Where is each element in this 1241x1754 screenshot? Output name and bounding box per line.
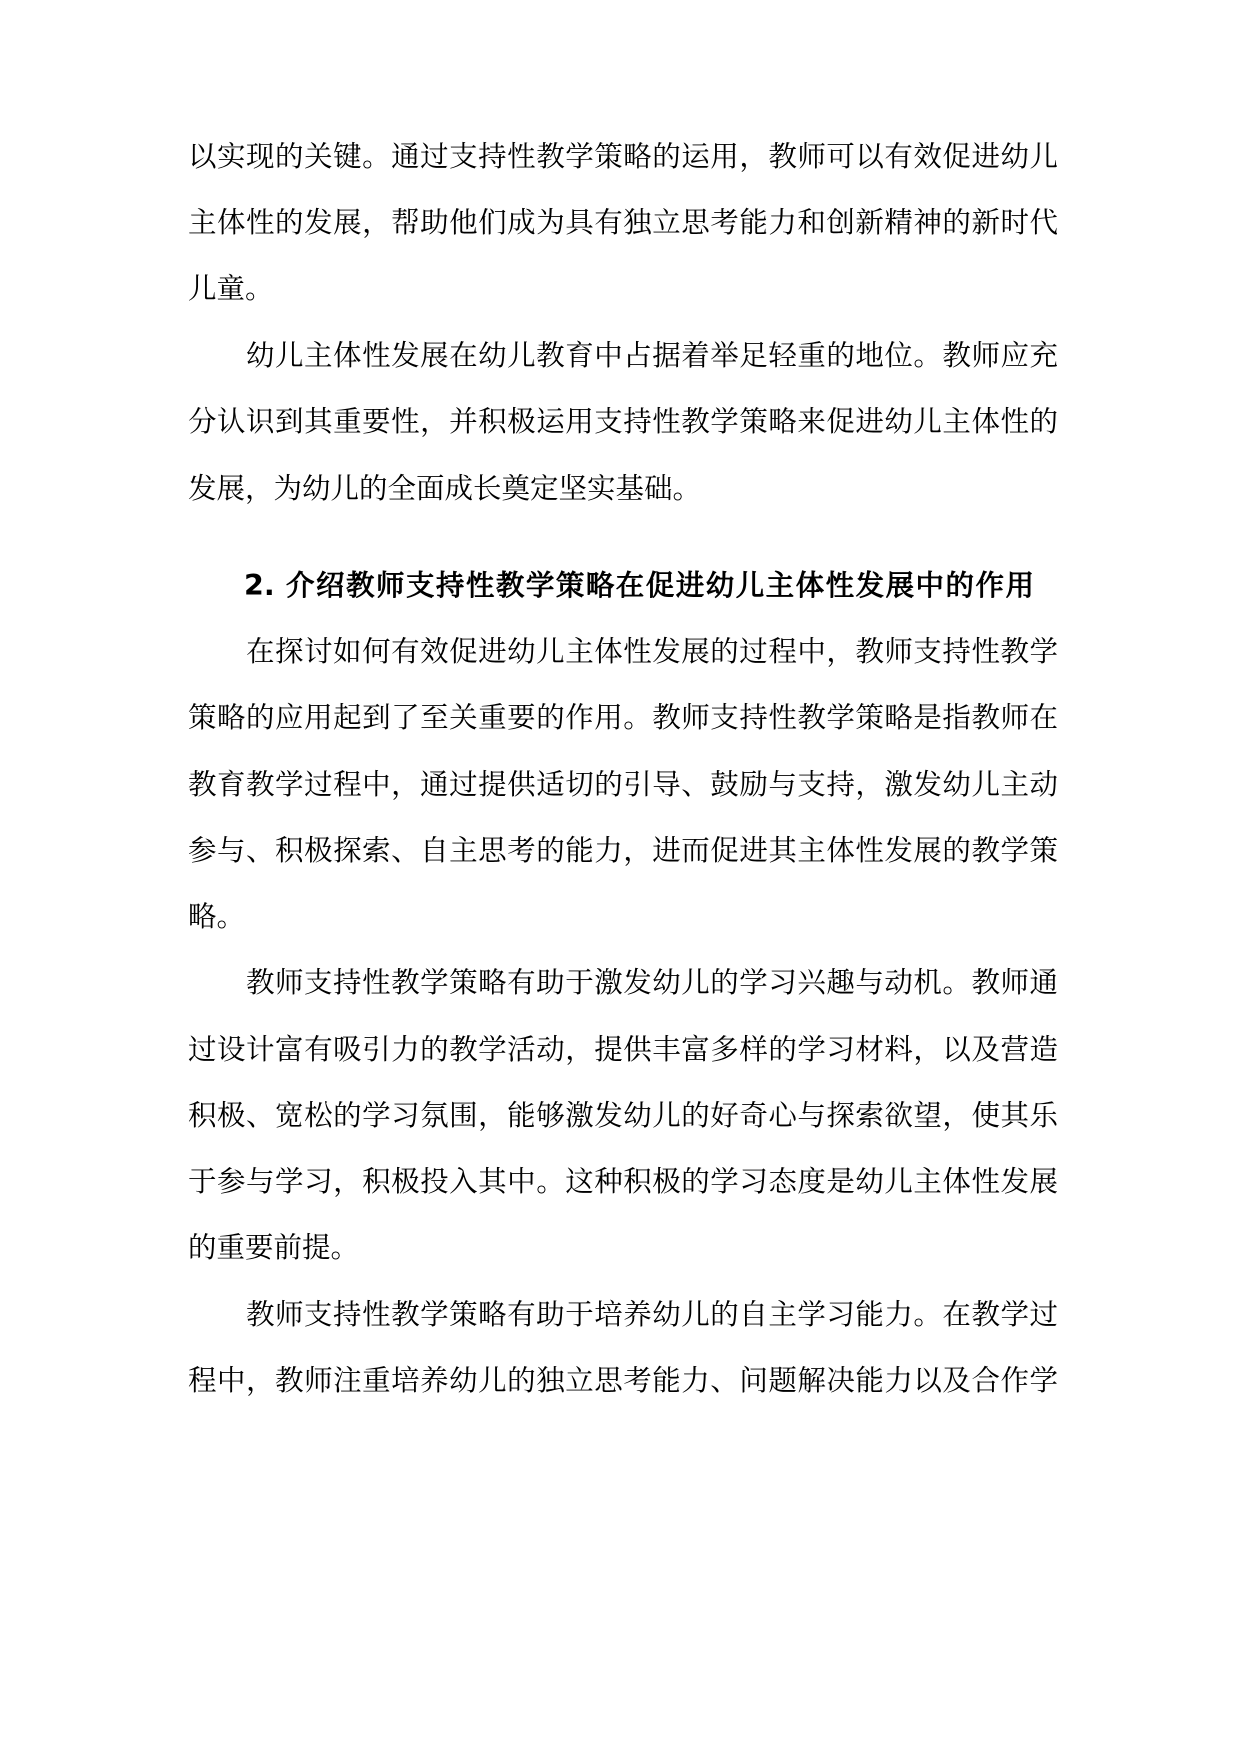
section-heading: 2. 介绍教师支持性教学策略在促进幼儿主体性发展中的作用 — [244, 569, 1034, 602]
section-paragraph-3-line-1: 教师支持性教学策略有助于培养幼儿的自主学习能力。在教学过 — [246, 1298, 1058, 1331]
section-paragraph-1-line-1: 在探讨如何有效促进幼儿主体性发展的过程中，教师支持性教学 — [246, 635, 1058, 668]
section-paragraph-2-line-3: 积极、宽松的学习氛围，能够激发幼儿的好奇心与探索欲望，使其乐 — [188, 1099, 1058, 1132]
section-paragraph-2-line-2: 过设计富有吸引力的教学活动，提供丰富多样的学习材料，以及营造 — [188, 1033, 1058, 1066]
paragraph-2-line-1: 幼儿主体性发展在幼儿教育中占据着举足轻重的地位。教师应充 — [246, 339, 1058, 372]
section-paragraph-1-line-4: 参与、积极探索、自主思考的能力，进而促进其主体性发展的教学策 — [188, 834, 1058, 867]
paragraph-2-line-3: 发展，为幼儿的全面成长奠定坚实基础。 — [188, 472, 702, 505]
paragraph-1-line-1: 以实现的关键。通过支持性教学策略的运用，教师可以有效促进幼儿 — [188, 140, 1058, 173]
section-paragraph-2-line-1: 教师支持性教学策略有助于激发幼儿的学习兴趣与动机。教师通 — [246, 966, 1058, 999]
section-paragraph-1-line-2: 策略的应用起到了至关重要的作用。教师支持性教学策略是指教师在 — [188, 701, 1058, 734]
paragraph-1-line-2: 主体性的发展，帮助他们成为具有独立思考能力和创新精神的新时代 — [188, 206, 1058, 239]
section-paragraph-3-line-2: 程中，教师注重培养幼儿的独立思考能力、问题解决能力以及合作学 — [188, 1364, 1058, 1397]
section-paragraph-2-line-5: 的重要前提。 — [188, 1231, 360, 1264]
section-paragraph-1-line-3: 教育教学过程中，通过提供适切的引导、鼓励与支持，激发幼儿主动 — [188, 768, 1058, 801]
section-paragraph-2-line-4: 于参与学习，积极投入其中。这种积极的学习态度是幼儿主体性发展 — [188, 1165, 1058, 1198]
paragraph-2-line-2: 分认识到其重要性，并积极运用支持性教学策略来促进幼儿主体性的 — [188, 405, 1058, 438]
section-paragraph-1-line-5: 略。 — [188, 900, 246, 933]
paragraph-1-line-3: 儿童。 — [188, 272, 274, 305]
